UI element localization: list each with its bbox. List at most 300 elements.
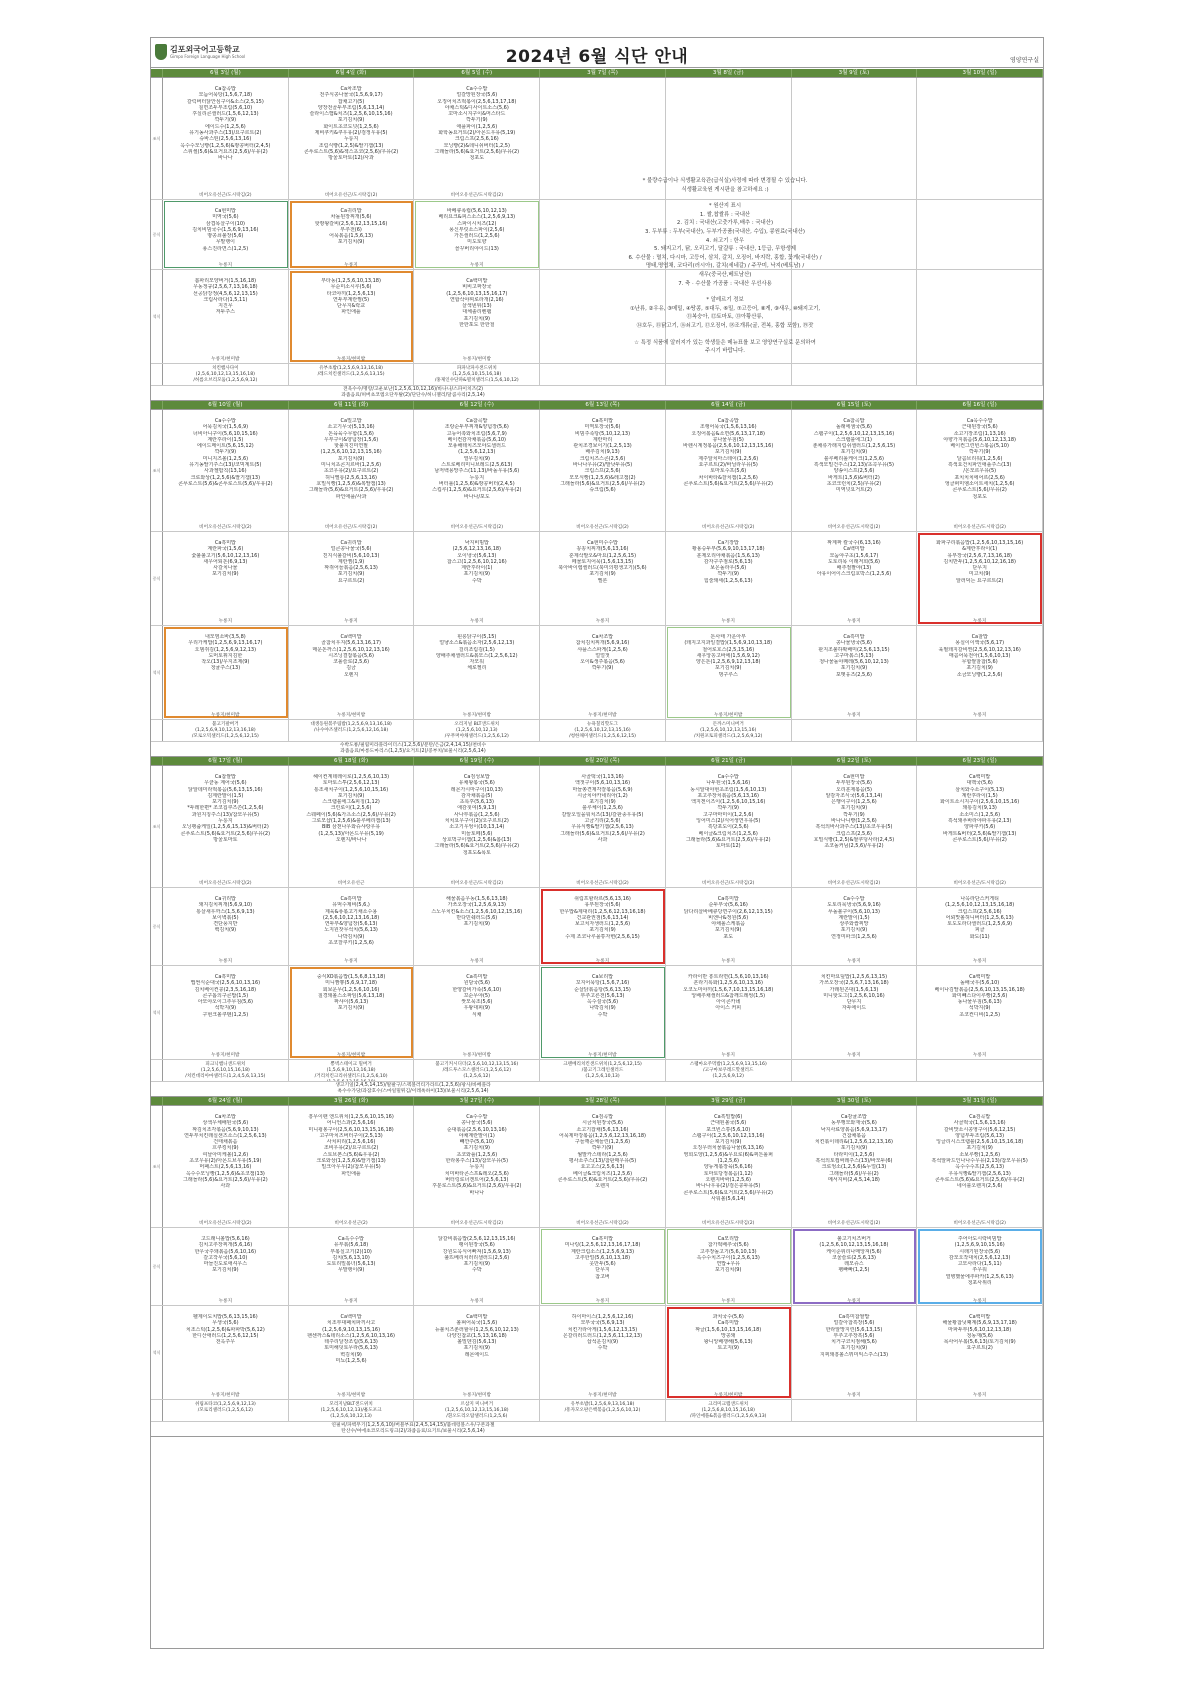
menu-list [289, 532, 414, 584]
snack-cell [792, 1400, 918, 1421]
meal-side-note: 누룽지/현미밥 [462, 1393, 491, 1398]
menu-item: 크로와상(1,2,5,6)&딸기잼(13) [190, 474, 261, 481]
menu-item: 베리요크&피스소스(1,2,5,6,9,13) [438, 214, 516, 221]
menu-item: 칠면조두부조림(5,6,10) [198, 104, 253, 111]
dinner-cell [289, 966, 415, 1059]
snack-cell [163, 1060, 289, 1081]
meal-side-note: 누룽지 [344, 619, 358, 624]
menu-item: 미니핫도그(1,2,5,6,10,16) [823, 992, 885, 999]
notice-line [535, 194, 915, 202]
menu-item: 깍두기(9) [717, 805, 740, 812]
menu-item: 미역넛요거트(2) [835, 487, 872, 494]
menu-item: 누룽지 [218, 818, 233, 825]
menu-list [540, 532, 665, 584]
menu-item: 포기김치(9) [966, 1145, 993, 1152]
menu-list [289, 888, 414, 946]
dinner-cell [792, 1306, 918, 1399]
menu-item: 새우어퇴돈(6,9,13) [203, 558, 248, 565]
menu-item: 전주식콩나물국(1,5,6,9,17) [319, 92, 383, 99]
meal-label: 중식 [151, 888, 163, 965]
menu-item: 우유식빵&딸기잼(2,5,6,13) [948, 1170, 1011, 1177]
menu-item: 계란크림소스(1,2,5,6,9,13) [570, 1248, 635, 1255]
meal-side-note: 누룽지 [973, 959, 987, 964]
menu-item: 힘술돼세(1,2,5,6,13) [703, 577, 753, 584]
menu-item: 파인애플 [341, 309, 361, 316]
menu-item: 스킵루(1,2,5,6)&요거트(2,5,6)/우유(2) [432, 487, 522, 494]
menu-item: 잡채고기(5) [337, 98, 365, 105]
menu-item: 토도도라다샐러드(1,2,5,6,9) [947, 921, 1013, 928]
menu-item: 퐁신부릿소스파이(2,5,6) [449, 226, 505, 233]
menu-item: 애플파이(1,2,5,6) [456, 123, 498, 130]
menu-item: 강원도옥식어빠져(1,5,6,9,13) [442, 1248, 511, 1255]
snack-item: (1,2,5,6,10,12,13,15,16) [700, 728, 757, 733]
menu-item: 팬센까스&데리소스(1,2,5,6,10,13,16) [307, 1332, 395, 1339]
menu-item: 무순미소시루(5,6) [330, 284, 372, 291]
menu-item: 팽이된장국(5,6) [458, 1242, 495, 1249]
menu-item: 포기김치(9) [840, 927, 868, 934]
snack-item: /흰오도리오탑샐러드(1,2,5,6) [446, 1414, 508, 1419]
bottom-note: 옥수수가당/과잠호수/스마일밀튀김/이레옥하이(13)/보물시리(2,5,6,14) [337, 1089, 489, 1094]
menu-list [163, 966, 288, 1018]
menu-item: 나두된국(1,5,6,16) [706, 780, 751, 787]
menu-item: Ca흑미밥 [591, 1236, 614, 1242]
menu-item: 연두부계란찜(5) [333, 296, 370, 303]
menu-list [163, 766, 288, 843]
menu-item: 그로모샵(1,2,5,6)&블루베리잼(13) [311, 818, 391, 825]
notice-line: 2. 김치 : 국내산(고춧가루,배추 : 국내산) [676, 220, 774, 227]
menu-item: 연밥+우유 [716, 1261, 740, 1268]
menu-item: 조림식빵(1,2,5)&딸기잼(13) [318, 142, 384, 149]
menu-item: 닭갈비볶음밥(2,5,6,12,13,15,16) [438, 1236, 516, 1242]
menu-item: 단무지 [595, 1267, 610, 1274]
menu-list [163, 200, 288, 252]
menu-item: 야채롤스케볶음 [711, 921, 746, 928]
menu-item: 건참채볶음 [841, 1132, 867, 1139]
menu-item: 우리가케밥(1,2,5,6,9,13,16,17) [188, 640, 263, 647]
menu-item: 찹스고(1,2,5,6,10,12,16) [446, 558, 507, 565]
snack-item: /레드투스모스샐러드(1,2,5,6,12) [442, 1068, 512, 1073]
menu-item: 옥수수수프(2,5,6,13) [955, 1164, 1005, 1171]
meal-side-note: 누룽지 [847, 1393, 861, 1398]
menu-item: 크림스프(2,5,6) [835, 830, 872, 837]
day-header-row [151, 1097, 1043, 1106]
meal-side-note: 누룽지/현미밥 [211, 713, 240, 718]
menu-item: 모닝빵(2)&데니쉬버터(1,2,5) [443, 142, 510, 149]
menu-item: 포기김치(9) [463, 1261, 490, 1268]
menu-item: 수제 조코나루욜튜자변(2,5,6,15) [565, 933, 640, 940]
menu-item: 아모야오이그추무침(5,6) [197, 999, 254, 1006]
breakfast-row [151, 766, 1043, 888]
menu-item: 삼겹목살구이(10) [205, 220, 245, 227]
menu-item: 치킨가라아게(1,5,6,12,13,15) [567, 1326, 638, 1333]
meal-side-note: 누룽지 [847, 1053, 861, 1058]
breakfast-cell [540, 766, 666, 887]
menu-item: Ca옥수수밥 [966, 418, 993, 424]
menu-item: 얼얼젓 [595, 652, 610, 659]
snack-cell [540, 364, 666, 385]
meal-side-note: 누룽지 [595, 1299, 610, 1304]
snack-item: (1,2,5,6,10,12,13,15,16) [574, 728, 631, 733]
day-header: 6월 24일 (월) [163, 1097, 289, 1105]
meal-side-note: 비어오유선근/도시락김(2) [827, 525, 881, 530]
meal-side-note: 누룽지 [218, 619, 233, 624]
meal-side-note: 누룽지 [218, 1299, 233, 1304]
menu-item: 야향가지볶음(5,6,10,12,13,18) [943, 436, 1016, 443]
snack-cell [917, 364, 1043, 385]
menu-item: 오징어볶음&소면(5,6,13,17,18) [691, 430, 765, 437]
snack-item: /흥자모오판은핵볶음(1,2,5,6,10,12) [564, 1408, 641, 1413]
menu-item: 몽실이이액국(5,6,17) [955, 640, 1005, 647]
menu-item: 포기김치(9) [840, 449, 868, 456]
dinner-cell [289, 626, 415, 719]
dinner-cell [540, 1306, 666, 1399]
lunch-cell [414, 532, 540, 625]
menu-list [666, 532, 791, 584]
bottom-notes [151, 386, 1043, 400]
menu-item: 동나물무침(5,6,13) [957, 999, 1002, 1006]
menu-item: 포기김치(9) [337, 239, 365, 246]
menu-item: 나옥라단스커게티 [960, 896, 999, 902]
snack-item: (1,2,5,6,10,12,13,15,16,18) [445, 1408, 509, 1413]
snack-item: (1,2,5,6,10,15,16,18) [452, 372, 502, 377]
menu-item: 소고기우엉이(10,13,14) [449, 824, 505, 831]
menu-list [414, 1306, 539, 1358]
menu-item: 식채 [471, 1011, 482, 1018]
menu-item: 초코우유(2)/요구르트(2) [323, 468, 379, 475]
menu-item: 짜김치조각볶음(5,6,9,10,13) [192, 1126, 259, 1133]
menu-item: 머패스트(2,5,6,13,16) [199, 1164, 252, 1171]
menu-item: 양송이스프(2,5,6) [833, 468, 875, 475]
menu-sheet [150, 37, 1044, 1649]
snack-item: /파인애플&볶음샐러드(1,2,5,6,9,13) [690, 1414, 767, 1419]
menu-item: 스크램블에그(1) [835, 436, 872, 443]
menu-item: 고구마볶스(5,13) [834, 652, 874, 659]
menu-list [414, 966, 539, 1018]
menu-item: 스트로베리미니브레드(2,5,613) [441, 462, 513, 469]
meal-side-note: 누룽지/현미밥 [714, 713, 743, 718]
menu-item: 단무지 [972, 565, 987, 572]
meal-side-note: 누룽지 [973, 1299, 987, 1304]
menu-list [414, 766, 539, 856]
snack-item: 르삼지 미니버거 [460, 1402, 494, 1407]
menu-item: 흑석의토캡써레주스(13)/바모두(6) [815, 1158, 893, 1165]
menu-item: (1,2,5,6,10,12,13,15,16) [320, 449, 382, 456]
menu-item: 가쓰오장국(1,2,5,6,9,13) [447, 902, 506, 909]
menu-item: 평사소주스(13)/참판매우유(5) [568, 1158, 637, 1165]
menu-item: Ca옥수수밥 [338, 1236, 365, 1242]
menu-item: 저두주스 [215, 309, 236, 316]
menu-item: 수박 [471, 1267, 482, 1274]
menu-list [540, 966, 665, 1018]
menu-list [917, 1228, 1042, 1286]
menu-item: 얼냥소스&볶음소자(2,5,6,12,13) [439, 640, 515, 647]
menu-item: 봄파리모양버거(1,5,16,18) [194, 278, 257, 284]
menu-item: Ca밀고밥 [340, 418, 362, 424]
menu-item: 짜글(1,5,6,10,13,15,16,18) [695, 1326, 762, 1333]
snack-row [151, 1400, 1043, 1422]
menu-list [163, 1306, 288, 1345]
dinner-cell [917, 1306, 1043, 1399]
menu-item: 모둠야구초(1,5,6,17) [829, 552, 879, 559]
menu-item: 사과 [220, 1183, 231, 1190]
lunch-cell [289, 888, 415, 965]
menu-item: 계란말이(1,5) [838, 914, 870, 921]
notice-box [535, 177, 915, 356]
breakfast-cell [163, 766, 289, 887]
menu-item: 포기김치(9) [715, 665, 742, 672]
breakfast-cell [666, 1106, 792, 1227]
meal-side-note: 비어오유선근/도시락김(2) [953, 1221, 1006, 1226]
row-label-corner [151, 720, 163, 741]
breakfast-row [151, 410, 1043, 532]
menu-item: 또미해덧토무라(5,6,13) [324, 1345, 378, 1352]
meal-side-note: 누룽지/현미밥 [211, 1393, 240, 1398]
menu-item: 포기김치(9) [337, 571, 365, 578]
menu-item: 깍두기(9) [466, 117, 488, 124]
menu-item: 포멧옹즈(2,5,6) [835, 671, 872, 678]
menu-item: 미나링(1,2,5,6,12,13,16,17,18) [564, 1242, 641, 1249]
snack-item: /치원포토피샐러드(1,2,5,6,9,12) [694, 734, 763, 739]
meal-side-note: 누룽지/현미밥 [714, 1393, 743, 1398]
menu-list [666, 626, 791, 678]
menu-item: 양뉴게볶장육(5,6,16) [703, 1164, 753, 1171]
menu-item: 가쓰오장국(2,5,6,7,13,16,18) [819, 980, 889, 987]
menu-item: 친지식불갈비(5,6,10,13) [322, 552, 380, 559]
snack-item: 파파낙파사샌드위치 [456, 366, 497, 371]
meal-side-note: 비어오유선근/도시락김(2) [576, 1221, 629, 1226]
snack-item: 피크닉햄니샌드위치 [205, 1062, 246, 1067]
menu-item: Ca수수밥 [214, 418, 236, 424]
menu-item: 에이드메이트(5,6,15,12) [196, 443, 254, 450]
menu-item: 청포도 [469, 155, 485, 162]
menu-item: BIB 삼천나우와슈샤랑우유 [321, 824, 381, 831]
menu-item: 계란파국(1,5,6) [207, 546, 244, 553]
menu-item: 보고치자생러드(1,2,5,6) [574, 921, 631, 928]
menu-item: 쑤우워 [972, 1267, 987, 1274]
menu-item: 잉글리시스크램블(2,5,6,10,15,16,18) [936, 1139, 1024, 1146]
menu-item: 단무지 [846, 999, 862, 1006]
notice-line [535, 288, 915, 296]
menu-item: 짜쥐어들볶음(2,5,6,13) [324, 565, 378, 572]
snack-cell [289, 1060, 415, 1081]
menu-item: 숯불불고기(5,6,10,12,13,16) [191, 552, 260, 559]
menu-list [163, 1106, 288, 1190]
menu-item: 포기김치(9) [337, 117, 365, 124]
menu-item: 블루베리롤케이크(1,2,5,6) [823, 455, 884, 462]
snack-item: 쉬림프타코(1,2,5,6,9,12,13) [194, 1402, 256, 1407]
snack-cell [917, 720, 1043, 741]
menu-item: 베이글&크림치즈(1,2,5,6) [572, 1170, 633, 1177]
menu-item: 상색우체배된국(5,6) [202, 1120, 249, 1127]
menu-item: Ca참곡밥 [843, 418, 865, 424]
menu-item: 쌋모묵조(5,6) [461, 999, 493, 1006]
menu-item: 감자구주점로(5,6,13) [703, 558, 753, 565]
menu-item: 수박 [597, 1011, 608, 1018]
day-header: 6월 23일 (일) [917, 757, 1043, 765]
meal-side-note: 누룽지 [847, 713, 861, 718]
day-header: 6월 19일 (수) [414, 757, 540, 765]
menu-item: 열무김치(9) [463, 455, 490, 462]
menu-item: 아이콘카녜 [716, 999, 741, 1006]
bottom-notes [151, 1082, 1043, 1096]
menu-item: 돌래에샘국(5,6) [835, 424, 872, 431]
menu-item: 오리훈제볶음(5) [835, 786, 872, 793]
day-header: 6월 21일 (금) [666, 757, 792, 765]
day-header: 3월 30일 (토) [792, 1097, 918, 1105]
menu-list [540, 626, 665, 672]
meal-side-note: 누룽지 [721, 1299, 735, 1304]
menu-item: 어뢰맛볼허니버터(1,2,5,6,13) [945, 914, 1014, 921]
menu-item: 애감칫여(5,9,13) [457, 805, 497, 812]
menu-item: 목사어무볶(5,6,13)/토기김치(9) [943, 1339, 1016, 1346]
meal-label: 중식 [151, 200, 163, 269]
menu-item: Ca현미밥 [214, 208, 236, 214]
menu-item: 바나나 [469, 1189, 485, 1196]
menu-item: 흑색요건치파인애플주스(13) [947, 462, 1012, 469]
menu-item: 중식XO볶음밥(1,5,6,8,13,18) [316, 974, 386, 980]
meal-side-note: 비어오유선근/도시락김(2) [953, 881, 1006, 886]
day-header: 6월 11일 (화) [289, 401, 415, 409]
menu-item: 연두부&양념장(5,6,13) [324, 921, 378, 928]
menu-item: 지찌돼흥볼스뷔미익스주스(13) [819, 1351, 889, 1358]
menu-list [540, 410, 665, 494]
menu-item: 배추절팔야(13) [836, 565, 872, 572]
menu-item: 스노우치킨&소스(1,2,5,6,10,12,15,16) [431, 908, 523, 915]
menu-item: 꼬지어묵탕(1,5,6,7,16) [575, 980, 630, 987]
menu-list [666, 766, 791, 850]
menu-item: 해물황찹닛째계(5,6,9,13,17,18) [942, 1320, 1017, 1327]
meal-side-note: 누룽지/현미밥 [462, 713, 491, 718]
menu-item: 미역토장국(5,6) [584, 424, 621, 431]
menu-item: (1,2,5,6,10,12,13,15,16,18) [945, 902, 1015, 909]
menu-item: 차이바타&잘치잼(1,2,5,6) [698, 474, 758, 481]
menu-list [792, 1228, 917, 1274]
snack-item: 뉴욕칠리핫도그 [586, 722, 619, 727]
menu-item: 돼통김치(9,13) [962, 805, 997, 812]
dinner-row [151, 1306, 1043, 1400]
menu-item: 화도(11) [969, 933, 990, 940]
menu-item: 포치치치에어르(2,5,6) [954, 474, 1005, 481]
menu-item: 화이트소시지구이(2,5,6,10,15,16) [940, 799, 1020, 806]
lunch-cell [289, 532, 415, 625]
menu-item: 포기김치(9) [589, 799, 616, 806]
breakfast-cell [289, 78, 415, 199]
menu-item: 제육&퓨볶고기채소수용 [324, 908, 378, 915]
meal-side-note: 누룽지 [218, 959, 233, 964]
menu-item: 치거구코치점해(5,6) [831, 1339, 877, 1346]
menu-item: 깍두기(9) [843, 811, 865, 818]
menu-item: 초록후(5,6,13) [459, 799, 494, 806]
menu-item: 포기김치(9) [463, 1145, 490, 1152]
notice-line: 5. 돼지고기, 닭, 오리고기, 달걀류 : 국내산, 1등급, 무항생제 [653, 246, 797, 253]
menu-item: 구들깨순체들린(1,2,5,6) [574, 1139, 631, 1146]
page-header [151, 38, 1043, 68]
menu-item: 흑색모밀건주스(12,13)/초콕우유(5) [813, 462, 895, 469]
menu-list [289, 78, 414, 162]
snack-cell [414, 1400, 540, 1421]
meal-side-note: 누룽지 [595, 619, 610, 624]
menu-item: 배추김치(9,13) [585, 449, 620, 456]
day-header: 3월 29일 (금) [666, 1097, 792, 1105]
menu-item: 레몬가시마구이(10,13) [450, 786, 503, 793]
meal-side-note: 비어오유선근 [337, 881, 365, 886]
lunch-cell [792, 1228, 918, 1305]
menu-item: 부볶실고기(2)(10) [330, 1248, 372, 1255]
notice-line: 3. 두부류 : 두부(국내산), 두부가공품(국내산, 수입), 콩원료(국내산) [645, 228, 805, 235]
menu-item: 김치(5,6,13,10) [332, 1254, 370, 1261]
snack-item: /불고기그레인샐러드 [581, 1068, 624, 1073]
meal-side-note: 비어오유선근/도시락김(2) [576, 525, 629, 530]
menu-item: 유부된장국(5,6) [584, 902, 621, 909]
meal-side-note: 누룽지 [470, 263, 484, 268]
menu-item: Ca현미밥 [843, 774, 865, 780]
menu-item: 누룽지 [343, 136, 359, 143]
menu-item: 포기김치(9) [212, 799, 239, 806]
day-header: 3월 26일 (화) [289, 1097, 415, 1105]
menu-item: (돼지고지과일결밥)(1,5,6,9,10,13,18) [684, 640, 773, 647]
menu-list [792, 766, 917, 850]
dinner-row [151, 966, 1043, 1060]
menu-item: &계란후라이(1) [962, 546, 998, 553]
menu-item: 김치반두(1,2,5,6,10,12,16,18) [943, 558, 1016, 565]
menu-item: 돌배국우(5,6,10) [960, 980, 1000, 987]
notice-line: 새우(중국산,베트남산) [698, 271, 752, 278]
lunch-row [151, 888, 1043, 966]
menu-item: 뉴불치즈춘러할무(1,2,5,6,10,12,13) [434, 1326, 519, 1333]
menu-item: 하이마이스(1,2,5,6,12,16) [571, 1314, 634, 1320]
menu-item: 액젓구이(5,6,10,13,16) [575, 780, 631, 787]
meal-side-note: 누룽지/현미밥 [462, 357, 491, 362]
meal-label: 중식 [151, 1228, 163, 1305]
menu-item: 계란찜(1,9) [337, 558, 365, 565]
menu-item: 바나나 [218, 155, 233, 162]
menu-item: 콘푸로스트(5,6)&요거트(2,5,6)/우유(2) [683, 1189, 773, 1196]
lunch-cell [540, 532, 666, 625]
menu-item: 감자채볶음(5) [461, 792, 493, 799]
menu-item: 마늘진도로애셔우스 [203, 1261, 248, 1268]
menu-item: Ca참곡밥 [717, 418, 739, 424]
dinner-cell [289, 270, 415, 363]
menu-item: 옷만두(5,6) [589, 1261, 616, 1268]
menu-item: (1,2,5,6,12,13) [458, 449, 496, 456]
menu-item: 돈육육수무함(1,5,6) [328, 430, 374, 437]
menu-item: 열병했물에추파카(1,2,5,6,13) [945, 1273, 1014, 1280]
menu-item: 스토브폰스(5,6)&우유(2) [322, 1151, 380, 1158]
snack-cell [792, 1060, 918, 1081]
menu-list [917, 1106, 1042, 1190]
day-header: 6월 12일 (수) [414, 401, 540, 409]
meal-side-note: 비어오유선근/도시락김(2) [953, 525, 1006, 530]
dinner-cell [163, 270, 289, 363]
menu-item: 크림치즈스콘(2,5,6) [579, 455, 626, 462]
menu-item: 흐쿠킹치(9) [212, 1145, 239, 1152]
meal-side-note: 누룽지 [721, 619, 735, 624]
dinner-cell [540, 966, 666, 1059]
menu-item: (1,2,5,13)/아몬드우유(5,19) [318, 830, 384, 837]
meal-side-note: 비어오유선근/도시락김(2) [450, 525, 504, 530]
menu-item: 닭알데미라떡볶음(5,6,13,15,16) [188, 786, 263, 793]
snack-item: (1,2,5,6,10,13) [585, 1074, 620, 1079]
menu-item: 망콩돼 [720, 1332, 736, 1339]
menu-item: 철어로호스(2,5,15,16) [702, 646, 755, 653]
menu-item: 순대볶음(2,5,6,10,13,16) [446, 1126, 507, 1133]
meal-side-note: 비어오유선근/도시락김(2) [199, 1221, 252, 1226]
menu-item: 돈사태 가운아부 [710, 634, 746, 640]
menu-item: 후분로스트(5,6)&요거트(2,5,6)/우유(2) [432, 1183, 522, 1190]
day-header: 6월 18일 (화) [289, 757, 415, 765]
menu-item: Ca보리밥 [591, 974, 614, 980]
notice-line: 7. 축 · 수산물 가공품 : 국내산 우선사용 [678, 280, 772, 287]
